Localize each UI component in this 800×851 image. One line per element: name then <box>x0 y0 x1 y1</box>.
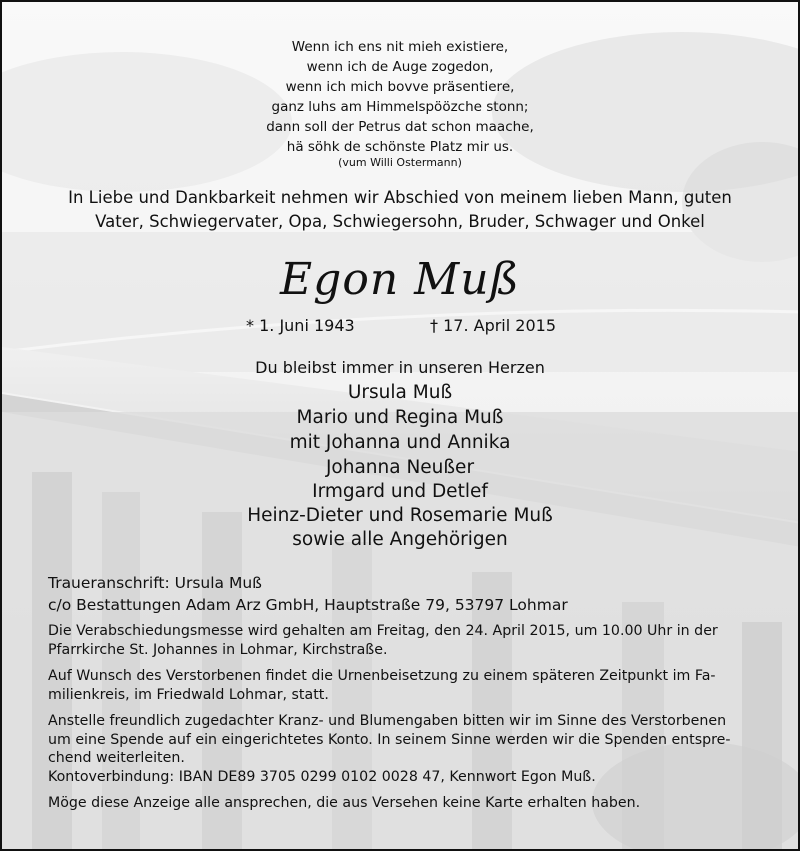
poem-line: dann soll der Petrus dat schon maache, <box>266 119 534 135</box>
notice-burial <box>48 667 763 704</box>
notice-line: Auf Wunsch des Verstorbenen findet die Urnenbeisetzung zu einem späteren Zeitpunkt im Fa- <box>48 668 716 684</box>
mourner: Irmgard und Detlef <box>312 481 488 502</box>
notice-closing: Möge diese Anzeige alle ansprechen, die aus Versehen keine Karte erhalten haben. <box>48 795 641 811</box>
obituary-content <box>2 2 798 849</box>
mourner: Heinz-Dieter und Rosemarie Muß <box>247 505 553 526</box>
intro-line: In Liebe und Dankbarkeit nehmen wir Abschied von meinem lieben Mann, guten <box>68 188 732 207</box>
deceased-name: Egon Muß <box>280 254 520 305</box>
notice-donation <box>48 712 763 768</box>
notice-line: Anstelle freundlich zugedachter Kranz- und Blumengaben bitten wir im Sinne des Verstorbenen <box>48 713 727 729</box>
poem-line: wenn ich mich bovve präsentiere, <box>285 79 515 95</box>
notice-line: Die Verabschiedungsmesse wird gehalten am Freitag, den 24. April 2015, um 10.00 Uhr in der <box>48 623 718 639</box>
intro-line: Vater, Schwiegervater, Opa, Schwiegersohn, Bruder, Schwager und Onkel <box>95 212 705 231</box>
notice-line: Pfarrkirche St. Johannes in Lohmar, Kirchstraße. <box>48 641 388 658</box>
poem-line: ganz luhs am Himmelspöözche stonn; <box>271 99 529 115</box>
mourner: sowie alle Angehörigen <box>292 529 508 550</box>
birth-date: * 1. Juni 1943 <box>246 316 355 335</box>
poem-credit: (vum Willi Ostermann) <box>338 156 462 169</box>
notice-line: um eine Spende auf ein eingerichtetes Konto. In seinem Sinne werden wir die Spenden entspre- <box>48 731 731 748</box>
notice-account: Kontoverbindung: IBAN DE89 3705 0299 0102 0028 47, Kennwort Egon Muß. <box>48 769 596 785</box>
death-date: † 17. April 2015 <box>430 316 556 335</box>
mourner: Mario und Regina Muß <box>296 407 504 428</box>
poem-line: Wenn ich ens nit mieh existiere, <box>291 39 509 55</box>
address-line: Traueranschrift: Ursula Muß <box>48 574 262 592</box>
notice-line: milienkreis, im Friedwald Lohmar, statt. <box>48 686 329 703</box>
mourner: mit Johanna und Annika <box>289 432 511 453</box>
poem-line: wenn ich de Auge zogedon, <box>306 59 494 75</box>
mourner: Johanna Neußer <box>325 457 475 478</box>
motto: Du bleibst immer in unseren Herzen <box>255 358 545 377</box>
address-line: c/o Bestattungen Adam Arz GmbH, Hauptstraße 79, 53797 Lohmar <box>48 596 568 614</box>
poem-line: hä söhk de schönste Platz mir us. <box>286 139 514 155</box>
notice-mass <box>48 622 763 659</box>
notice-line: chend weiterleiten. <box>48 750 185 766</box>
mourner: Ursula Muß <box>347 382 453 403</box>
